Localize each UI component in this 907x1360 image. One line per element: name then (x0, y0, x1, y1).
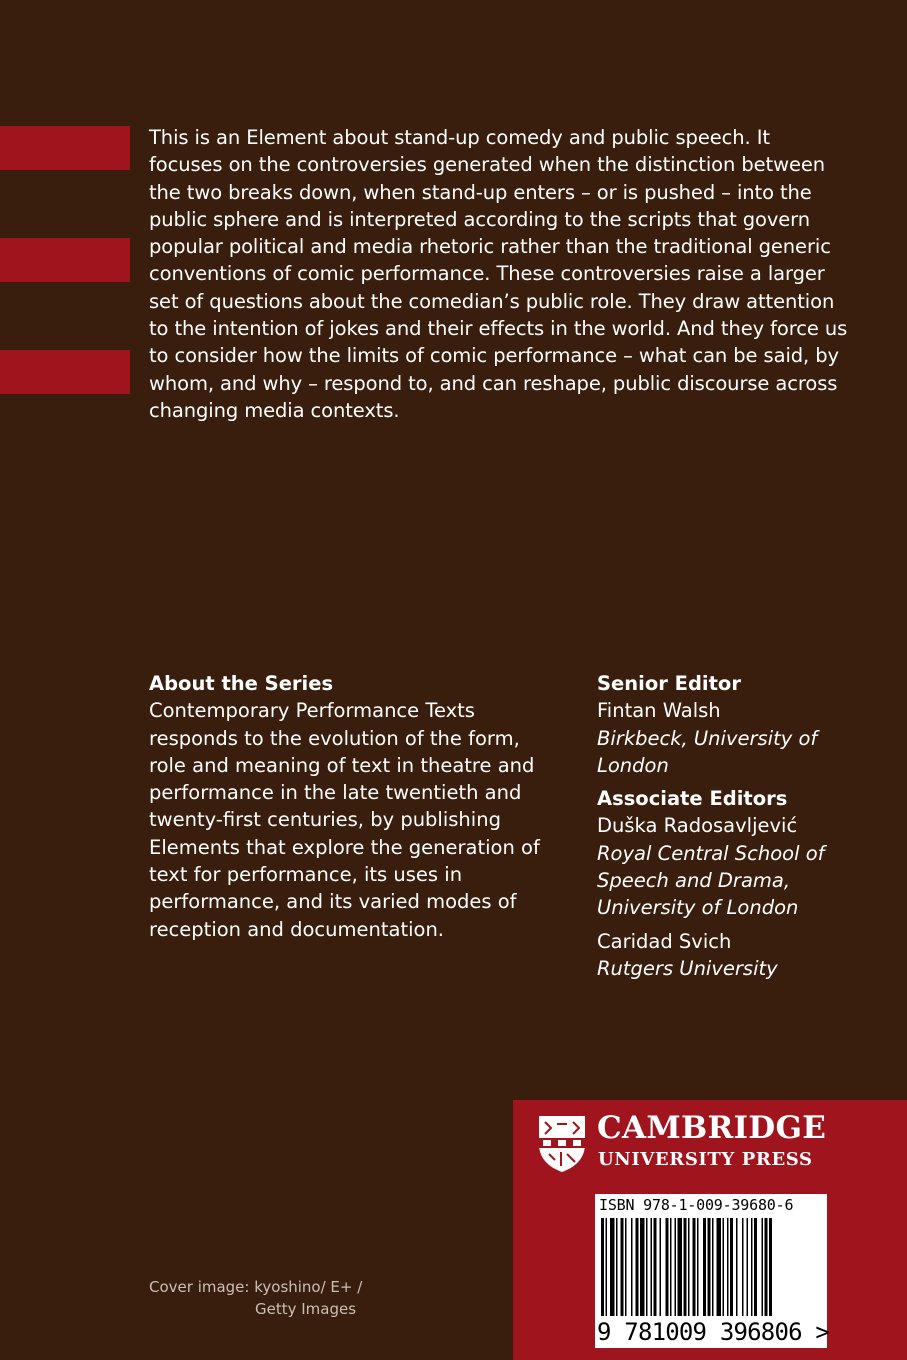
barcode-bar (646, 1218, 648, 1316)
associate-editor-name: Caridad Svich (597, 929, 732, 953)
associate-editors-heading: Associate Editors (597, 787, 788, 811)
publisher-panel (513, 1100, 907, 1360)
barcode-bar (636, 1218, 639, 1316)
barcode-bar (708, 1218, 711, 1316)
barcode-bar (675, 1218, 677, 1316)
barcode-bar (736, 1218, 738, 1316)
barcode-bar (688, 1218, 690, 1316)
barcode-bar (717, 1218, 722, 1316)
senior-editor-heading: Senior Editor (597, 672, 741, 695)
editors-section (597, 670, 857, 982)
barcode-bar (610, 1218, 615, 1316)
barcode-bar (751, 1218, 753, 1316)
publisher-name: CAMBRIDGE (597, 1110, 827, 1146)
barcode-bar (651, 1218, 653, 1316)
barcode-bar (742, 1218, 744, 1316)
book-description: This is an Element about stand-up comedy and public speech. It focuses on the controversies generated when the distinction between the two breaks down, when stand-up enters – or is pushed – into the public sphere and is interpreted according to the scripts that govern popular political and media rhetoric rather than the traditional generic conventions of comic performance. These controversies raise a larger set of questions about the comedian’s public role. They draw attention to the intention of jokes and their effects in the world. And they force us to consider how the limits of comic performance – what can be said, by whom, and why – respond to, and can reshape, public discourse across changing media contexts. (149, 126, 848, 422)
barcode-bar (601, 1218, 604, 1316)
barcode-bar (670, 1218, 672, 1316)
cover-image-credit (149, 1276, 449, 1320)
associate-editor-affiliation: Rutgers University (597, 956, 778, 980)
barcode-bar (754, 1218, 757, 1316)
associate-editor-affiliation: Royal Central School of Speech and Drama, University of London (597, 841, 825, 920)
barcode-bar (666, 1218, 669, 1316)
about-series-text: Contemporary Performance Texts responds to the evolution of the form, role and meaning of text in theatre and performance in the late twentieth and twenty-first centuries, by publishing Elements that explore the generation of text for performance, its uses in performance, and its varied modes of reception and documentation. (149, 699, 540, 941)
barcode-bar (631, 1218, 633, 1316)
barcode-bar (697, 1218, 699, 1316)
associate-editor-name: Duška Radosavljević (597, 814, 798, 838)
barcode-bar (640, 1218, 645, 1316)
barcode-bar (727, 1218, 729, 1316)
barcode-bar (621, 1218, 624, 1316)
credit-line: Cover image: kyoshino/ E+ / (149, 1278, 363, 1296)
cambridge-shield-icon (537, 1114, 587, 1174)
barcode-bar (712, 1218, 714, 1316)
barcode-bar (703, 1218, 706, 1316)
about-series-heading: About the Series (149, 672, 334, 695)
barcode-bar (765, 1218, 768, 1316)
barcode-bar (616, 1218, 618, 1316)
barcode-bar (625, 1218, 627, 1316)
decorative-red-bar (0, 350, 130, 394)
barcode-bar (660, 1218, 662, 1316)
barcode-bar (684, 1218, 687, 1316)
barcode-bar (769, 1218, 772, 1316)
barcode-graphic (599, 1218, 823, 1316)
barcode-digits: 9 781009 396806 > (597, 1318, 830, 1346)
publisher-subname: UNIVERSITY PRESS (598, 1149, 813, 1170)
barcode-bar (606, 1218, 608, 1316)
isbn-barcode (595, 1194, 830, 1348)
decorative-red-bar (0, 238, 130, 282)
barcode-bar (723, 1218, 725, 1316)
about-series-section (149, 670, 559, 943)
barcode-bar (693, 1218, 696, 1316)
barcode-bar (654, 1218, 657, 1316)
senior-editor-affiliation: Birkbeck, University of London (597, 726, 818, 777)
isbn-label: ISBN 978-1-009-39680-6 (599, 1196, 794, 1214)
barcode-bar (678, 1218, 683, 1316)
barcode-bar (762, 1218, 764, 1316)
decorative-red-bar (0, 126, 130, 170)
barcode-bar (730, 1218, 733, 1316)
barcode-bar (747, 1218, 749, 1316)
senior-editor-name: Fintan Walsh (597, 699, 721, 723)
credit-line: Getty Images (255, 1300, 357, 1318)
